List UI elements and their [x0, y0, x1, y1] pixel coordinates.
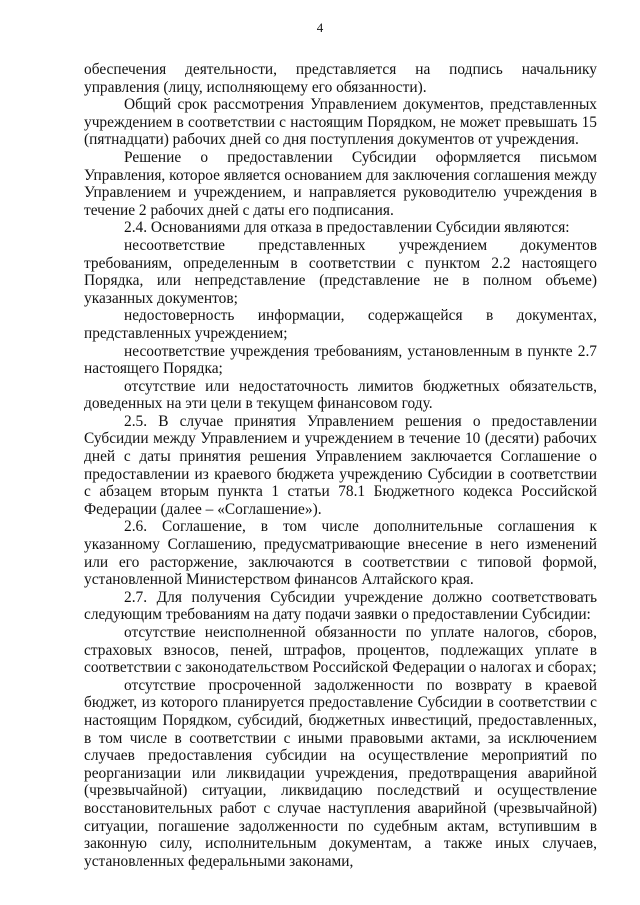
paragraph: Общий срок рассмотрения Управлением документов, представленных учреждением в соответствии с настоящим Порядком, не может превышать 15 (пятнадцати) рабочих дней со дня поступления документов от учреждения.	[84, 96, 597, 149]
paragraph: отсутствие просроченной задолженности по возврату в краевой бюджет, из которого планируется предоставление Субсидии в соответствии с настоящим Порядком, субсидий, бюджетных инвестиций, предоставленных, в том числе в соответствии с иными правовыми актами, за исключением случаев предоставления субсидии на осуществление мероприятий по реорганизации или ликвидации учреждения, предотвращения аварийной (чрезвычайной) ситуации, ликвидацию последствий и осуществление восстановительных работ с случае наступления аварийной (чрезвычайной) ситуации, погашение задолженности по судебным актам, вступившим в законную силу, исполнительным документам, а также иных случаев, установленных федеральными законами,	[84, 676, 597, 870]
paragraph: несоответствие учреждения требованиям, установленным в пункте 2.7 настоящего Порядка;	[84, 342, 597, 378]
page-number: 4	[316, 20, 324, 35]
paragraph: недостоверность информации, содержащейся в документах, представленных учреждением;	[84, 307, 597, 342]
paragraph: Решение о предоставлении Субсидии оформляется письмом Управления, которое является основанием для заключения соглашения между Управлением и учреждением, и направляется руководителю учреждения в течение 2 рабочих дней с даты его подписания.	[84, 148, 597, 219]
paragraph: 2.6. Соглашение, в том числе дополнительные соглашения к указанному Соглашению, предусматривающие внесение в него изменений или его расторжение, заключаются в соответствии с типовой формой, установленной Министерством финансов Алтайского края.	[84, 518, 597, 589]
paragraph: несоответствие представленных учреждением документов требованиям, определенным в соответствии с пунктом 2.2 настоящего Порядка, или непредставление (представление не в полном объеме) указанных документов;	[84, 236, 597, 307]
paragraph: обеспечения деятельности, представляется на подпись начальнику управления (лицу, исполняющему его обязанности).	[84, 61, 597, 96]
paragraph: 2.7. Для получения Субсидии учреждение должно соответствовать следующим требованиям на дату подачи заявки о предоставлении Субсидии:	[84, 588, 597, 624]
paragraph: отсутствие неисполненной обязанности по уплате налогов, сборов, страховых взносов, пеней, штрафов, процентов, подлежащих уплате в соответствии с законодательством Российской Федерации о налогах и сборах;	[84, 624, 597, 677]
paragraph: 2.5. В случае принятия Управлением решения о предоставлении Субсидии между Управлением и учреждением в течение 10 (десяти) рабочих дней с даты принятия решения Управлением заключается Соглашение о предоставлении из краевого бюджета учреждению Субсидии в соответствии с абзацем вторым пункта 1 статьи 78.1 Бюджетного кодекса Российской Федерации (далее – «Соглашение»).	[84, 412, 597, 518]
paragraph: 2.4. Основаниями для отказа в предоставлении Субсидии являются:	[124, 219, 570, 237]
document-body	[84, 61, 597, 870]
paragraph: отсутствие или недостаточность лимитов бюджетных обязательств, доведенных на эти цели в текущем финансовом году.	[84, 377, 597, 413]
